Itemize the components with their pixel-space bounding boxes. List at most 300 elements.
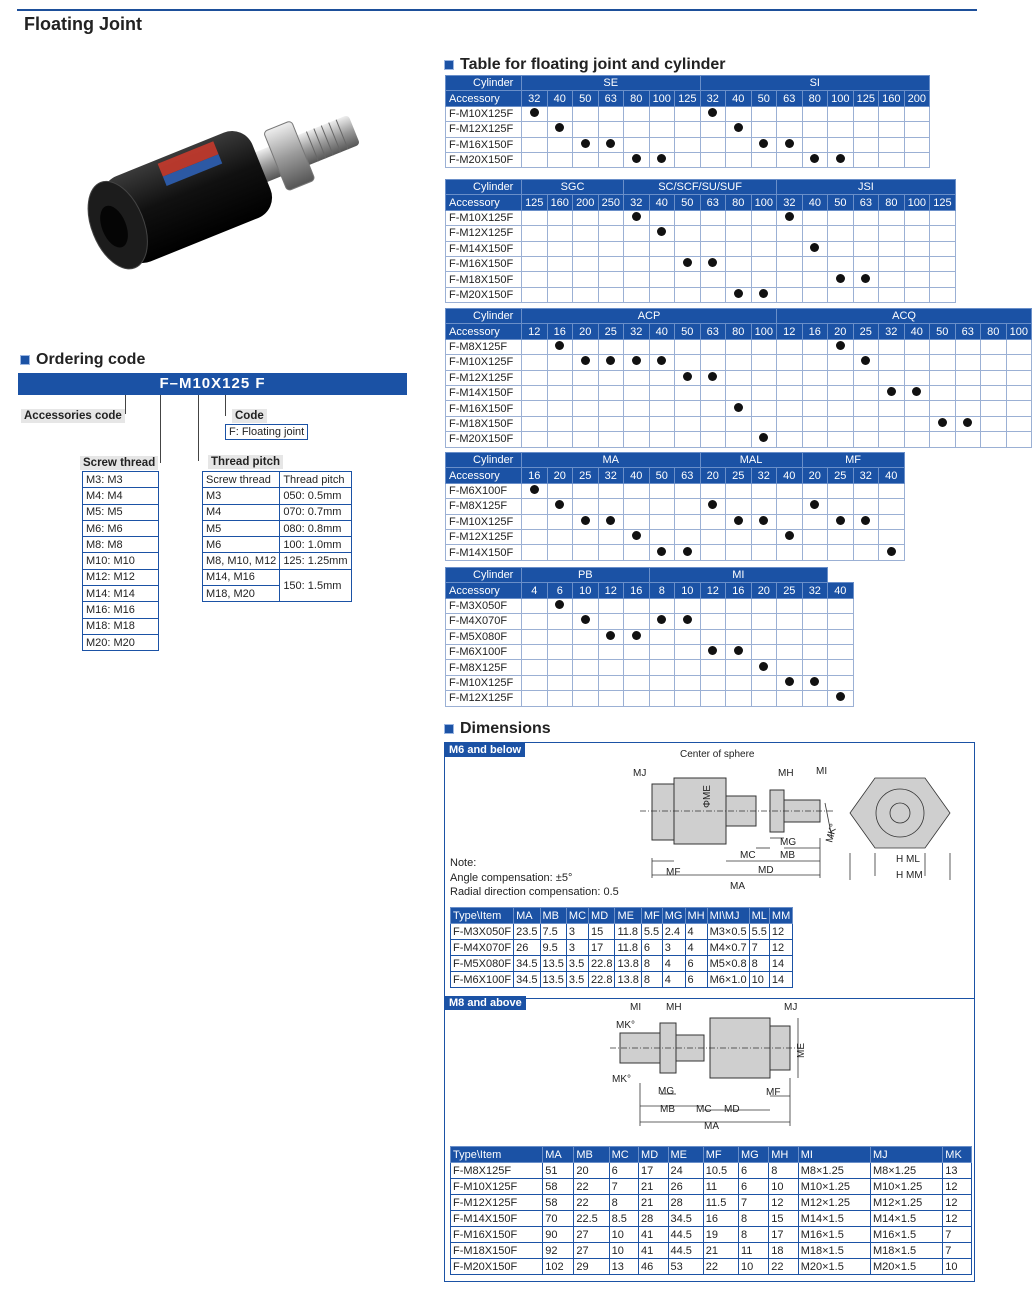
- compat-cell: [751, 644, 777, 659]
- compat-cell: [802, 106, 828, 121]
- compat-cell: [649, 339, 675, 354]
- cylinder-series-header: SI: [700, 76, 930, 91]
- dimension-value-cell: M14×1.5: [871, 1211, 943, 1227]
- dimension-value-cell: M4×0.7: [707, 940, 749, 956]
- svg-text:MK°: MK°: [612, 1074, 631, 1085]
- compat-cell: [955, 355, 981, 370]
- svg-text:MJ: MJ: [633, 768, 647, 779]
- compat-cell: [700, 545, 726, 560]
- thread-pitch-label: Thread pitch: [208, 455, 283, 469]
- pitch-cell: M18, M20: [203, 586, 280, 602]
- compat-cell: [624, 256, 650, 271]
- compat-cell: [547, 122, 573, 137]
- compat-cell: [904, 122, 930, 137]
- compat-cell: [777, 401, 803, 416]
- compat-cell: [649, 287, 675, 302]
- dimension-value-cell: 41: [639, 1227, 668, 1243]
- compat-table: [445, 567, 854, 707]
- bore-size-header: 16: [726, 583, 752, 598]
- dimension-value-cell: 44.5: [668, 1227, 703, 1243]
- dimension-value-cell: 15: [769, 1211, 798, 1227]
- compat-cell: [802, 241, 828, 256]
- compat-cell: [522, 272, 548, 287]
- compat-cell: [726, 339, 752, 354]
- dimension-type-cell: F-M18X150F: [451, 1243, 543, 1259]
- svg-text:MD: MD: [758, 865, 774, 876]
- compat-cell: [675, 614, 701, 629]
- cylinder-series-header: MI: [649, 568, 828, 583]
- compatible-dot-icon: [657, 547, 666, 556]
- compat-cell: [802, 385, 828, 400]
- compat-cell: [802, 499, 828, 514]
- compat-table: [445, 179, 956, 303]
- bore-size-header: 125: [930, 195, 956, 210]
- compatible-dot-icon: [836, 516, 845, 525]
- compat-cell: [828, 152, 854, 167]
- compat-cell: [649, 660, 675, 675]
- compat-cell: [726, 483, 752, 498]
- bore-size-header: 40: [828, 583, 854, 598]
- compat-cell: [777, 385, 803, 400]
- screw-thread-item: M14: M14: [83, 586, 159, 602]
- compat-cell: [573, 401, 599, 416]
- compat-cell: [828, 432, 854, 447]
- compat-cell: [522, 152, 548, 167]
- compat-cell: [981, 401, 1007, 416]
- screw-thread-item: M16: M16: [83, 602, 159, 618]
- accessory-name: F-M8X125F: [446, 339, 522, 354]
- compat-cell: [700, 401, 726, 416]
- compat-cell: [726, 241, 752, 256]
- dimension-value-cell: 10: [609, 1227, 638, 1243]
- ordering-code-bar: F–M10X125 F: [18, 373, 407, 395]
- compat-cell: [726, 416, 752, 431]
- pitch-cell: M14, M16: [203, 569, 280, 585]
- connector-line: [160, 395, 161, 463]
- cylinder-header: Cylinder: [446, 568, 522, 583]
- compatible-dot-icon: [836, 274, 845, 283]
- page-title: Floating Joint: [24, 14, 142, 34]
- compat-cell: [853, 483, 879, 498]
- compat-cell: [700, 241, 726, 256]
- compat-cell: [624, 529, 650, 544]
- dimension-value-cell: 28: [668, 1195, 703, 1211]
- dimension-value-cell: 10: [609, 1243, 638, 1259]
- dimension-value-cell: 8: [738, 1227, 768, 1243]
- compat-cell: [522, 355, 548, 370]
- compat-cell: [522, 691, 548, 706]
- compat-cell: [649, 675, 675, 690]
- dimension-value-cell: 13.8: [615, 956, 641, 972]
- compat-cell: [981, 355, 1007, 370]
- bore-size-header: 200: [573, 195, 599, 210]
- compat-cell: [930, 416, 956, 431]
- compat-cell: [598, 287, 624, 302]
- accessories-code-label: Accessories code: [21, 409, 125, 423]
- compat-cell: [700, 256, 726, 271]
- bore-size-header: 50: [751, 91, 777, 106]
- dimension-value-cell: M5×0.8: [707, 956, 749, 972]
- compat-cell: [751, 598, 777, 613]
- compat-cell: [573, 529, 599, 544]
- compatible-dot-icon: [963, 418, 972, 427]
- dimension-header-cell: MF: [641, 908, 662, 924]
- compat-cell: [675, 483, 701, 498]
- accessory-name: F-M8X125F: [446, 660, 522, 675]
- compat-cell: [675, 401, 701, 416]
- compat-cell: [802, 256, 828, 271]
- compat-cell: [624, 598, 650, 613]
- compat-cell: [675, 106, 701, 121]
- compat-cell: [624, 287, 650, 302]
- compatible-dot-icon: [606, 139, 615, 148]
- compat-cell: [700, 499, 726, 514]
- compat-cell: [904, 416, 930, 431]
- compat-cell: [598, 529, 624, 544]
- dimension-value-cell: 3.5: [566, 956, 588, 972]
- compat-cell: [700, 210, 726, 225]
- dimension-value-cell: M10×1.25: [798, 1179, 870, 1195]
- compat-cell: [802, 287, 828, 302]
- bore-size-header: 63: [777, 91, 803, 106]
- bore-size-header: 32: [853, 468, 879, 483]
- dimension-value-cell: 8: [641, 956, 662, 972]
- screw-thread-item: M12: M12: [83, 569, 159, 585]
- screw-thread-item: M8: M8: [83, 537, 159, 553]
- compat-cell: [904, 106, 930, 121]
- svg-text:MI: MI: [630, 1002, 642, 1013]
- accessory-name: F-M12X125F: [446, 122, 522, 137]
- compat-cell: [522, 529, 548, 544]
- dimension-value-cell: 15: [589, 924, 615, 940]
- accessory-header: Accessory: [446, 468, 522, 483]
- compat-cell: [777, 137, 803, 152]
- compat-cell: [573, 514, 599, 529]
- compat-cell: [675, 370, 701, 385]
- compat-cell: [522, 339, 548, 354]
- compat-cell: [598, 122, 624, 137]
- compat-cell: [751, 545, 777, 560]
- bore-size-header: 50: [675, 195, 701, 210]
- compat-cell: [828, 598, 854, 613]
- dimension-value-cell: 102: [543, 1259, 574, 1275]
- compatible-dot-icon: [581, 356, 590, 365]
- compatible-dot-icon: [657, 227, 666, 236]
- cylinder-header: Cylinder: [446, 309, 522, 324]
- compat-cell: [700, 529, 726, 544]
- large-joint-drawing: [600, 998, 860, 1136]
- compat-cell: [726, 152, 752, 167]
- compat-cell: [802, 152, 828, 167]
- compat-cell: [573, 287, 599, 302]
- compatible-dot-icon: [657, 154, 666, 163]
- pitch-cell: M6: [203, 537, 280, 553]
- accessory-header: Accessory: [446, 91, 522, 106]
- compat-cell: [955, 432, 981, 447]
- compat-cell: [649, 614, 675, 629]
- compat-cell: [522, 598, 548, 613]
- svg-text:MK°: MK°: [616, 1020, 635, 1031]
- bore-size-header: 20: [751, 583, 777, 598]
- bullet-square-icon: [444, 724, 454, 734]
- dimension-value-cell: 90: [543, 1227, 574, 1243]
- bore-size-header: 125: [675, 91, 701, 106]
- compat-cell: [547, 287, 573, 302]
- compat-cell: [547, 529, 573, 544]
- accessory-name: F-M6X100F: [446, 483, 522, 498]
- pitch-cell: M4: [203, 504, 280, 520]
- compat-cell: [828, 691, 854, 706]
- compat-cell: [777, 106, 803, 121]
- compat-cell: [802, 545, 828, 560]
- dimension-value-cell: 34.5: [514, 972, 540, 988]
- compat-cell: [700, 691, 726, 706]
- compat-cell: [624, 355, 650, 370]
- compat-cell: [624, 226, 650, 241]
- compat-cell: [598, 691, 624, 706]
- compat-cell: [802, 432, 828, 447]
- bore-size-header: 25: [828, 468, 854, 483]
- compat-cell: [675, 272, 701, 287]
- bore-size-header: 80: [726, 324, 752, 339]
- compat-cell: [930, 355, 956, 370]
- compat-cell: [981, 432, 1007, 447]
- dimension-type-cell: F-M8X125F: [451, 1163, 543, 1179]
- dimension-value-cell: 22.5: [574, 1211, 609, 1227]
- note-line: Radial direction compensation: 0.5: [450, 886, 619, 898]
- compat-cell: [777, 122, 803, 137]
- compat-cell: [675, 385, 701, 400]
- compatible-dot-icon: [555, 500, 564, 509]
- dimension-type-cell: F-M10X125F: [451, 1179, 543, 1195]
- compat-cell: [904, 401, 930, 416]
- compat-cell: [522, 675, 548, 690]
- dimension-value-cell: 13.5: [540, 972, 566, 988]
- compatible-dot-icon: [836, 154, 845, 163]
- dimension-header-cell: Type\Item: [451, 1147, 543, 1163]
- compat-cell: [700, 483, 726, 498]
- bore-size-header: 25: [573, 468, 599, 483]
- compat-cell: [777, 644, 803, 659]
- compat-cell: [598, 370, 624, 385]
- compatible-dot-icon: [606, 631, 615, 640]
- compat-title-text: Table for floating joint and cylinder: [460, 56, 726, 73]
- compatible-dot-icon: [708, 372, 717, 381]
- compat-cell: [828, 499, 854, 514]
- dimension-value-cell: 22: [769, 1259, 798, 1275]
- compat-cell: [726, 499, 752, 514]
- compat-cell: [1006, 416, 1032, 431]
- compatible-dot-icon: [810, 243, 819, 252]
- compat-cell: [522, 660, 548, 675]
- compat-cell: [522, 385, 548, 400]
- accessory-name: F-M10X125F: [446, 675, 522, 690]
- screw-thread-label: Screw thread: [80, 456, 158, 470]
- dimension-type-cell: F-M3X050F: [451, 924, 514, 940]
- compat-cell: [522, 644, 548, 659]
- pitch-cell: 125: 1.25mm: [280, 553, 351, 569]
- compat-cell: [751, 122, 777, 137]
- compat-cell: [751, 629, 777, 644]
- compat-cell: [853, 241, 879, 256]
- dimension-value-cell: 12: [943, 1211, 972, 1227]
- compat-cell: [624, 152, 650, 167]
- bore-size-header: 32: [879, 324, 905, 339]
- compat-cell: [675, 660, 701, 675]
- compat-cell: [777, 339, 803, 354]
- compat-cell: [675, 598, 701, 613]
- compat-cell: [700, 675, 726, 690]
- bore-size-header: 40: [547, 91, 573, 106]
- center-of-sphere-label: Center of sphere: [680, 749, 755, 760]
- accessory-name: F-M14X150F: [446, 241, 522, 256]
- bore-size-header: 16: [547, 324, 573, 339]
- dimension-value-cell: M20×1.5: [871, 1259, 943, 1275]
- bore-size-header: 12: [700, 583, 726, 598]
- compat-title: [444, 56, 726, 74]
- accessory-name: F-M3X050F: [446, 598, 522, 613]
- compat-cell: [624, 370, 650, 385]
- compat-cell: [726, 370, 752, 385]
- bore-size-header: 100: [751, 324, 777, 339]
- compat-cell: [675, 629, 701, 644]
- compat-cell: [624, 614, 650, 629]
- compat-cell: [726, 514, 752, 529]
- dimension-header-cell: MC: [609, 1147, 638, 1163]
- code-label: Code: [232, 409, 267, 423]
- compat-cell: [522, 499, 548, 514]
- compat-cell: [828, 385, 854, 400]
- compat-cell: [1006, 370, 1032, 385]
- compat-cell: [828, 287, 854, 302]
- compat-cell: [981, 370, 1007, 385]
- dimension-value-cell: 10: [749, 972, 769, 988]
- compat-cell: [802, 691, 828, 706]
- svg-text:H MM: H MM: [896, 870, 923, 881]
- compat-cell: [547, 416, 573, 431]
- bore-size-header: 80: [624, 91, 650, 106]
- compat-cell: [751, 355, 777, 370]
- compat-cell: [675, 499, 701, 514]
- cylinder-series-header: SGC: [522, 180, 624, 195]
- dimension-type-cell: F-M16X150F: [451, 1227, 543, 1243]
- compatible-dot-icon: [836, 341, 845, 350]
- compat-cell: [624, 629, 650, 644]
- cylinder-header: Cylinder: [446, 180, 522, 195]
- compat-cell: [598, 416, 624, 431]
- compatible-dot-icon: [581, 516, 590, 525]
- compat-cell: [879, 210, 905, 225]
- compat-cell: [675, 355, 701, 370]
- compat-cell: [726, 355, 752, 370]
- bore-size-header: 16: [624, 583, 650, 598]
- accessory-header: Accessory: [446, 324, 522, 339]
- compat-cell: [751, 287, 777, 302]
- dimension-value-cell: 17: [769, 1227, 798, 1243]
- compatible-dot-icon: [606, 516, 615, 525]
- compat-cell: [598, 644, 624, 659]
- dimension-value-cell: 3: [566, 940, 588, 956]
- compatible-dot-icon: [657, 615, 666, 624]
- bore-size-header: 63: [700, 195, 726, 210]
- compat-cell: [828, 106, 854, 121]
- compat-cell: [573, 499, 599, 514]
- dimension-value-cell: 5.5: [749, 924, 769, 940]
- compatible-dot-icon: [759, 662, 768, 671]
- dimension-header-cell: MA: [543, 1147, 574, 1163]
- connector-line: [198, 395, 199, 461]
- dimension-value-cell: 13: [943, 1163, 972, 1179]
- compat-cell: [853, 287, 879, 302]
- accessory-name: F-M12X125F: [446, 691, 522, 706]
- large-dimension-table: [450, 1146, 972, 1275]
- compatible-dot-icon: [810, 677, 819, 686]
- svg-text:MG: MG: [658, 1086, 675, 1097]
- dimension-header-cell: MD: [589, 908, 615, 924]
- compatible-dot-icon: [938, 418, 947, 427]
- dimension-value-cell: 22: [574, 1179, 609, 1195]
- compat-cell: [649, 401, 675, 416]
- svg-text:MA: MA: [704, 1121, 719, 1132]
- compat-cell: [802, 401, 828, 416]
- compat-cell: [675, 256, 701, 271]
- screw-thread-item: M10: M10: [83, 553, 159, 569]
- compat-cell: [879, 514, 905, 529]
- compat-cell: [726, 644, 752, 659]
- pitch-cell: M3: [203, 488, 280, 504]
- compat-cell: [522, 241, 548, 256]
- dimension-value-cell: 22.8: [589, 972, 615, 988]
- dimension-value-cell: 12: [943, 1179, 972, 1195]
- compat-cell: [547, 545, 573, 560]
- compatible-dot-icon: [785, 212, 794, 221]
- screw-thread-item: M18: M18: [83, 618, 159, 634]
- compat-table: [445, 75, 930, 168]
- compatible-dot-icon: [581, 139, 590, 148]
- accessory-name: F-M12X125F: [446, 529, 522, 544]
- compat-cell: [853, 137, 879, 152]
- compat-cell: [879, 385, 905, 400]
- compat-cell: [828, 370, 854, 385]
- compat-cell: [879, 370, 905, 385]
- compat-cell: [700, 514, 726, 529]
- compat-cell: [828, 675, 854, 690]
- compat-cell: [624, 644, 650, 659]
- compat-cell: [802, 629, 828, 644]
- dimension-value-cell: 14: [769, 956, 792, 972]
- dimension-value-cell: 8: [609, 1195, 638, 1211]
- compat-cell: [828, 256, 854, 271]
- screw-thread-item: M4: M4: [83, 488, 159, 504]
- dimension-value-cell: 6: [641, 940, 662, 956]
- svg-text:MB: MB: [660, 1104, 675, 1115]
- compat-cell: [522, 370, 548, 385]
- compat-cell: [930, 210, 956, 225]
- compat-cell: [879, 152, 905, 167]
- compat-cell: [522, 416, 548, 431]
- compat-cell: [675, 152, 701, 167]
- compat-cell: [624, 432, 650, 447]
- bore-size-header: 80: [802, 91, 828, 106]
- compat-cell: [853, 499, 879, 514]
- compat-cell: [955, 416, 981, 431]
- compat-cell: [573, 675, 599, 690]
- compensation-note: [450, 856, 619, 900]
- dimension-header-cell: MM: [769, 908, 792, 924]
- compat-cell: [726, 529, 752, 544]
- compat-cell: [879, 272, 905, 287]
- compatible-dot-icon: [759, 289, 768, 298]
